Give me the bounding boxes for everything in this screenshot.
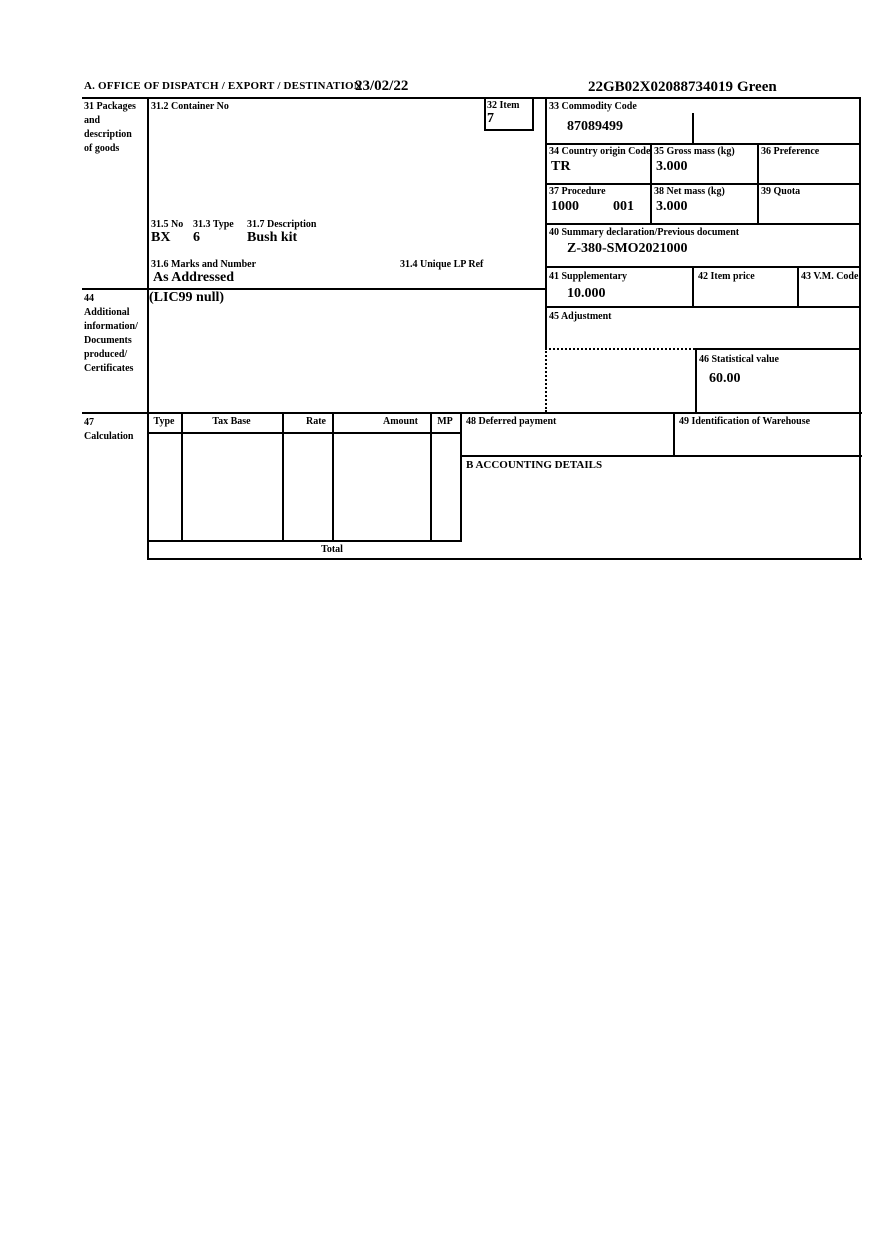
box32-value: 7: [487, 111, 494, 126]
box44-value: (LIC99 null): [149, 290, 225, 305]
mrn-number: 22GB02X02088734019: [588, 79, 734, 95]
box39-label: 39 Quota: [761, 186, 801, 197]
line-b41-bottom: [545, 306, 861, 308]
calc-header-amount: Amount: [382, 416, 418, 427]
box31-3-label: 31.3 Type: [193, 219, 234, 230]
accounting-details-label: B ACCOUNTING DETAILS: [466, 459, 603, 471]
office-of-dispatch-heading: A. OFFICE OF DISPATCH / EXPORT / DESTINATION: [84, 80, 362, 92]
line-right-border: [859, 97, 861, 560]
box31-4-label: 31.4 Unique LP Ref: [400, 259, 484, 270]
box34-value: TR: [551, 159, 571, 174]
line-b35-b36-divider: [757, 143, 759, 223]
box36-label: 36 Preference: [761, 146, 820, 157]
box31-7-label: 31.7 Description: [247, 219, 317, 230]
line-b37-bottom: [545, 223, 861, 225]
box47-label: 47 Calculation: [84, 417, 134, 442]
acceptance-date: 23/02/22: [355, 78, 409, 94]
line-top-border: [82, 97, 861, 99]
box33-value: 87089499: [567, 119, 623, 134]
box37-value-procedure: 1000: [551, 199, 579, 214]
box37-value-additional: 001: [613, 199, 634, 214]
box44-label: 44 Additional information/ Documents produced/ Certificates: [84, 293, 138, 374]
calc-header-mp: MP: [437, 416, 453, 427]
box31-5-value: BX: [151, 230, 171, 245]
box31-6-label: 31.6 Marks and Number: [151, 259, 257, 270]
calc-header-rate: Rate: [306, 416, 326, 427]
box46-label: 46 Statistical value: [699, 354, 779, 365]
box35-label: 35 Gross mass (kg): [654, 146, 735, 157]
box31-2-label: 31.2 Container No: [151, 101, 229, 112]
box45-label: 45 Adjustment: [549, 311, 612, 322]
calc-header-type: Type: [153, 416, 175, 427]
box41-value: 10.000: [567, 286, 606, 301]
line-b33-bottom: [545, 143, 861, 145]
line-b48-b49-divider: [673, 412, 675, 455]
line-table-right: [460, 412, 462, 542]
line-item32-left: [484, 97, 486, 131]
line-b45-bottom-dotted: [545, 348, 695, 350]
box40-label: 40 Summary declaration/Previous document: [549, 227, 740, 238]
box31-5-label: 31.5 No: [151, 219, 184, 230]
line-b42-b43-divider: [797, 266, 799, 306]
routing-status: Green: [737, 79, 777, 95]
box43-label: 43 V.M. Code: [801, 271, 859, 282]
line-b33-divider: [692, 113, 694, 143]
box31-label: 31 Packages and description of goods: [84, 101, 136, 154]
box48-label: 48 Deferred payment: [466, 416, 557, 427]
calc-total-label: Total: [321, 544, 343, 555]
line-b41-b42-divider: [692, 266, 694, 306]
box38-label: 38 Net mass (kg): [654, 186, 725, 197]
line-b48-bottom: [460, 455, 862, 457]
box40-value: Z-380-SMO2021000: [567, 241, 688, 256]
box31-3-value: 6: [193, 230, 200, 245]
line-b46-left: [695, 348, 697, 412]
box33-label: 33 Commodity Code: [549, 101, 637, 112]
box34-label: 34 Country origin Code: [549, 146, 651, 157]
box31-7-value: Bush kit: [247, 230, 298, 245]
line-b46-top: [695, 348, 861, 350]
box42-label: 42 Item price: [698, 271, 755, 282]
line-item32-bottom: [484, 129, 534, 131]
box32-label: 32 Item: [487, 100, 520, 111]
box35-value: 3.000: [656, 159, 688, 174]
line-right-column-left: [545, 97, 547, 348]
box49-label: 49 Identification of Warehouse: [679, 416, 811, 427]
line-dotted-left: [545, 348, 547, 412]
box31-6-value: As Addressed: [153, 270, 235, 285]
line-item32-right: [532, 97, 534, 131]
box37-label: 37 Procedure: [549, 186, 606, 197]
box41-label: 41 Supplementary: [549, 271, 628, 282]
box46-value: 60.00: [709, 371, 741, 386]
line-label-column: [147, 97, 149, 560]
line-table-header-bottom: [147, 432, 462, 434]
calc-header-taxbase: Tax Base: [212, 416, 251, 427]
box38-value: 3.000: [656, 199, 688, 214]
line-b40-bottom: [545, 266, 861, 268]
line-b34-bottom: [545, 183, 861, 185]
